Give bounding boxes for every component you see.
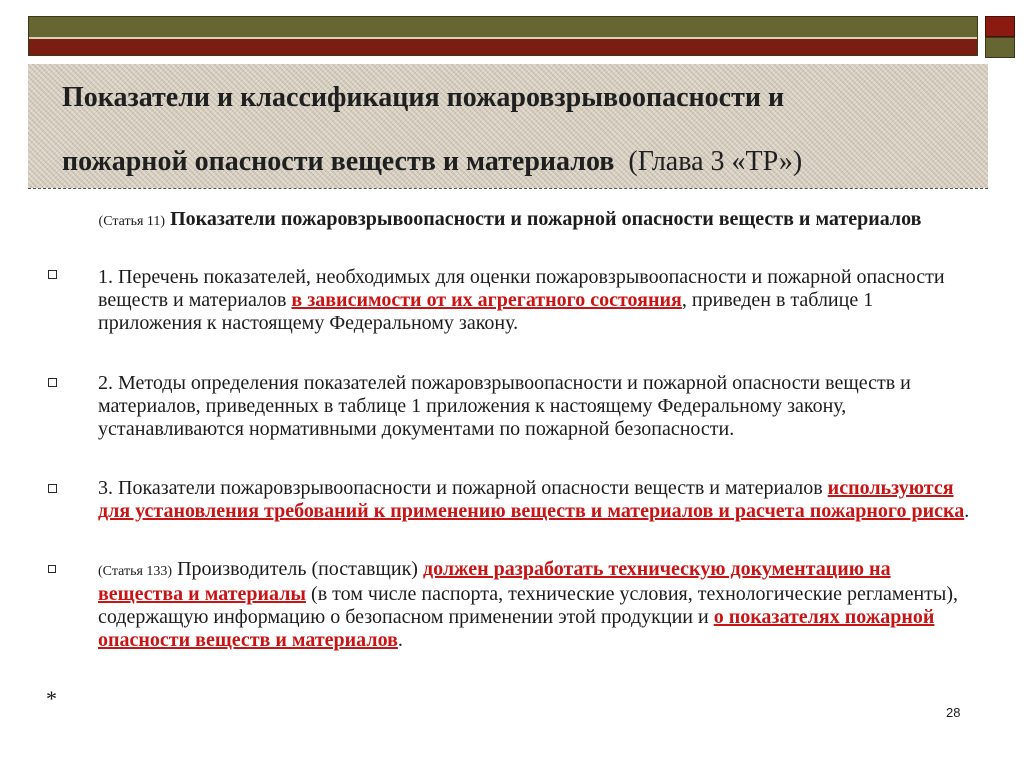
item-4-highlight-1: должен разработать техническую документацию на вещества и материалы (98, 558, 891, 605)
item-3-highlight: используются для установления требований к применению веществ и материалов и расчета пожарного риска (98, 477, 965, 522)
item-1-highlight: в зависимости от их агрегатного состояния (291, 289, 682, 311)
item-4-highlight-2: о показателях пожарной опасности веществ и материалов (98, 606, 935, 651)
bullet-icon (48, 270, 57, 279)
item-4-article: (Статья 133) (98, 564, 173, 579)
item-4-text: Производитель (поставщик) (172, 558, 423, 580)
footnote-star: * (46, 686, 57, 711)
title-line-2 (62, 146, 802, 178)
title-divider (28, 188, 988, 189)
title-line-1: Показатели и классификация пожаровзрывоопасности и (62, 82, 785, 113)
title-band (28, 64, 988, 188)
subtitle-text: Показатели пожаровзрывоопасности и пожарной опасности веществ и материалов (170, 208, 922, 230)
bullet-icon (48, 484, 57, 493)
subtitle-article: (Статья 11) (98, 214, 166, 229)
item-4-text-mid: (в том числе паспорта, технические условия, технологические регламенты), содержащую информацию о безопасном применении этой продукции и (98, 583, 959, 628)
item-3-text-end: . (964, 500, 970, 522)
list-item-1 (98, 266, 978, 335)
item-1-text: 1. Перечень показателей, необходимых для оценки пожаровзрывоопасности и пожарной опасности веществ и материалов (98, 266, 945, 311)
list-item-3 (98, 477, 978, 523)
top-decorative-bar (28, 16, 978, 56)
item-4-text-end: . (397, 629, 403, 651)
title-chapter: (Глава 3 «ТР») (628, 146, 803, 177)
bullet-icon (48, 565, 56, 573)
item-2-text: 2. Методы определения показателей пожаровзрывоопасности и пожарной опасности веществ и материалов, приведенных в таблице 1 приложения к настоящему Федеральному закону, устанавливаются нормативными документами по пожарной безопасности. (98, 372, 911, 440)
page-number: 28 (946, 705, 961, 720)
corner-square-red (985, 16, 1015, 37)
title-line-2-text: пожарной опасности веществ и материалов (62, 146, 615, 177)
item-3-text: 3. Показатели пожаровзрывоопасности и пожарной опасности веществ и материалов (98, 477, 828, 499)
item-1-text-end: , приведен в таблице 1 приложения к настоящему Федеральному закону. (98, 289, 874, 334)
bullet-icon (48, 378, 57, 387)
list-item-2 (98, 372, 978, 441)
subtitle (50, 208, 970, 233)
list-item-4 (98, 558, 978, 652)
corner-square-olive (985, 37, 1015, 58)
